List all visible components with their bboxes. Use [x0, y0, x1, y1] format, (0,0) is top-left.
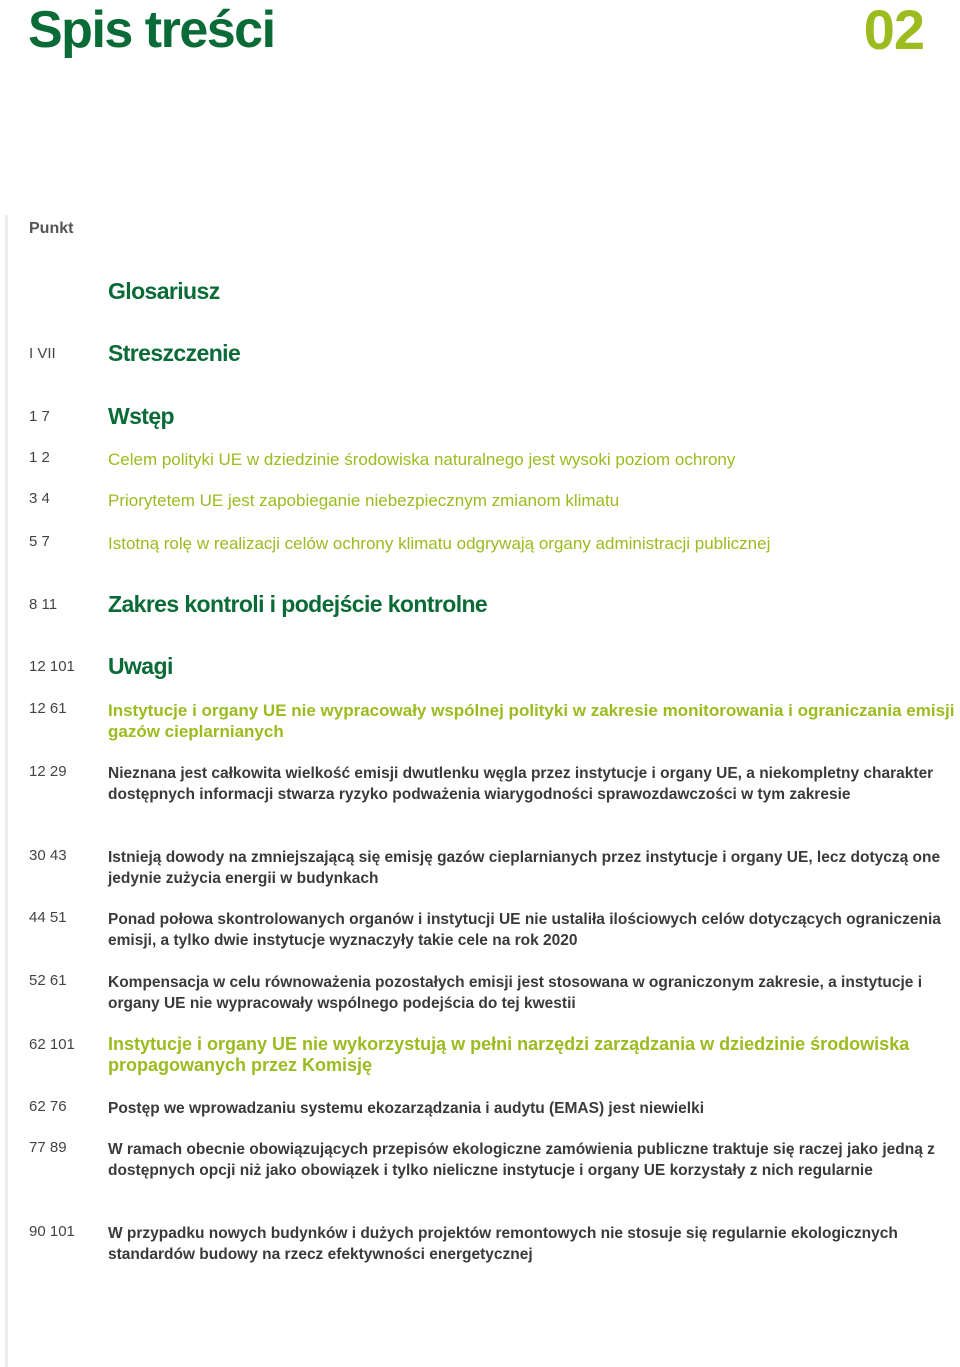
entry-range: 12 29 — [29, 763, 67, 780]
entry-title: Postęp we wprowadzaniu systemu ekozarządzania i audytu (EMAS) jest niewielki — [108, 1100, 705, 1117]
entry-range: 12 61 — [29, 700, 67, 717]
entry-range: 62 101 — [29, 1036, 75, 1053]
entry-title: Uwagi — [108, 653, 173, 679]
entry-range: 8 11 — [29, 596, 58, 613]
entry-range: 90 101 — [29, 1223, 75, 1240]
entry-range: 52 61 — [29, 972, 67, 989]
column-header: Punkt — [29, 220, 74, 237]
entry-title: Instytucje i organy UE nie wypracowały wspólnej polityki w zakresie monitorowania i ograniczania emisji gazów cieplarnianych — [108, 701, 955, 741]
entry-title: Glosariusz — [108, 278, 220, 304]
entry-range: 44 51 — [29, 909, 67, 926]
entry-range: 5 7 — [29, 533, 50, 550]
entry-title: Kompensacja w celu równoważenia pozostałych emisji jest stosowana w ograniczonym zakresie, a instytucje i organy UE nie wypracowały wspólnego podejścia do tej kwestii — [108, 974, 923, 1012]
entry-range: 77 89 — [29, 1139, 67, 1156]
entry-title: Istnieją dowody na zmniejszającą się emisję gazów cieplarnianych przez instytucje i organy UE, lecz dotyczą one jedynie zużycia energii w budynkach — [108, 849, 941, 887]
entry-title: Nieznana jest całkowita wielkość emisji dwutlenku węgla przez instytucje i organy UE, a niekompletny charakter dostępnych informacji stwarza ryzyko podważenia wiarygodności sprawozdawczości w tym zakresie — [108, 765, 934, 803]
entry-title: Zakres kontroli i podejście kontrolne — [108, 591, 488, 617]
entry-title: W ramach obecnie obowiązujących przepisów ekologiczne zamówienia publiczne traktuje się raczej jako jedną z dostępnych opcji niż jako obowiązek i tylko nieliczne instytucje i organy UE korzystały z nich regularnie — [108, 1141, 935, 1179]
entry-title: Streszczenie — [108, 340, 241, 366]
entry-title: Istotną rolę w realizacji celów ochrony klimatu odgrywają organy administracji publicznej — [108, 534, 771, 553]
entry-title: Instytucje i organy UE nie wykorzystują w pełni narzędzi zarządzania w dziedzinie środowiska propagowanych przez Komisję — [108, 1034, 910, 1075]
entry-title: Priorytetem UE jest zapobieganie niebezpiecznym zmianom klimatu — [108, 491, 620, 510]
entry-title: Wstęp — [108, 403, 175, 429]
entry-range: I VII — [29, 345, 56, 362]
entry-title: Celem polityki UE w dziedzinie środowiska naturalnego jest wysoki poziom ochrony — [108, 450, 736, 469]
margin-rule — [5, 215, 8, 1367]
entry-title: W przypadku nowych budynków i dużych projektów remontowych nie stosuje się regularnie ekologicznych standardów budowy na rzecz efektywności energetycznej — [108, 1225, 898, 1263]
page-title: Spis treści — [28, 1, 275, 59]
chapter-number: 02 — [863, 0, 924, 61]
entry-range: 12 101 — [29, 658, 75, 675]
entry-range: 3 4 — [29, 490, 50, 507]
entry-range: 1 7 — [29, 408, 50, 425]
entry-range: 62 76 — [29, 1098, 67, 1115]
entry-title: Ponad połowa skontrolowanych organów i instytucji UE nie ustaliła ilościowych celów dotyczących ograniczenia emisji, a tylko dwie instytucje wyznaczyły takie cele na rok 2020 — [108, 911, 941, 949]
entry-range: 30 43 — [29, 847, 67, 864]
entry-range: 1 2 — [29, 449, 50, 466]
